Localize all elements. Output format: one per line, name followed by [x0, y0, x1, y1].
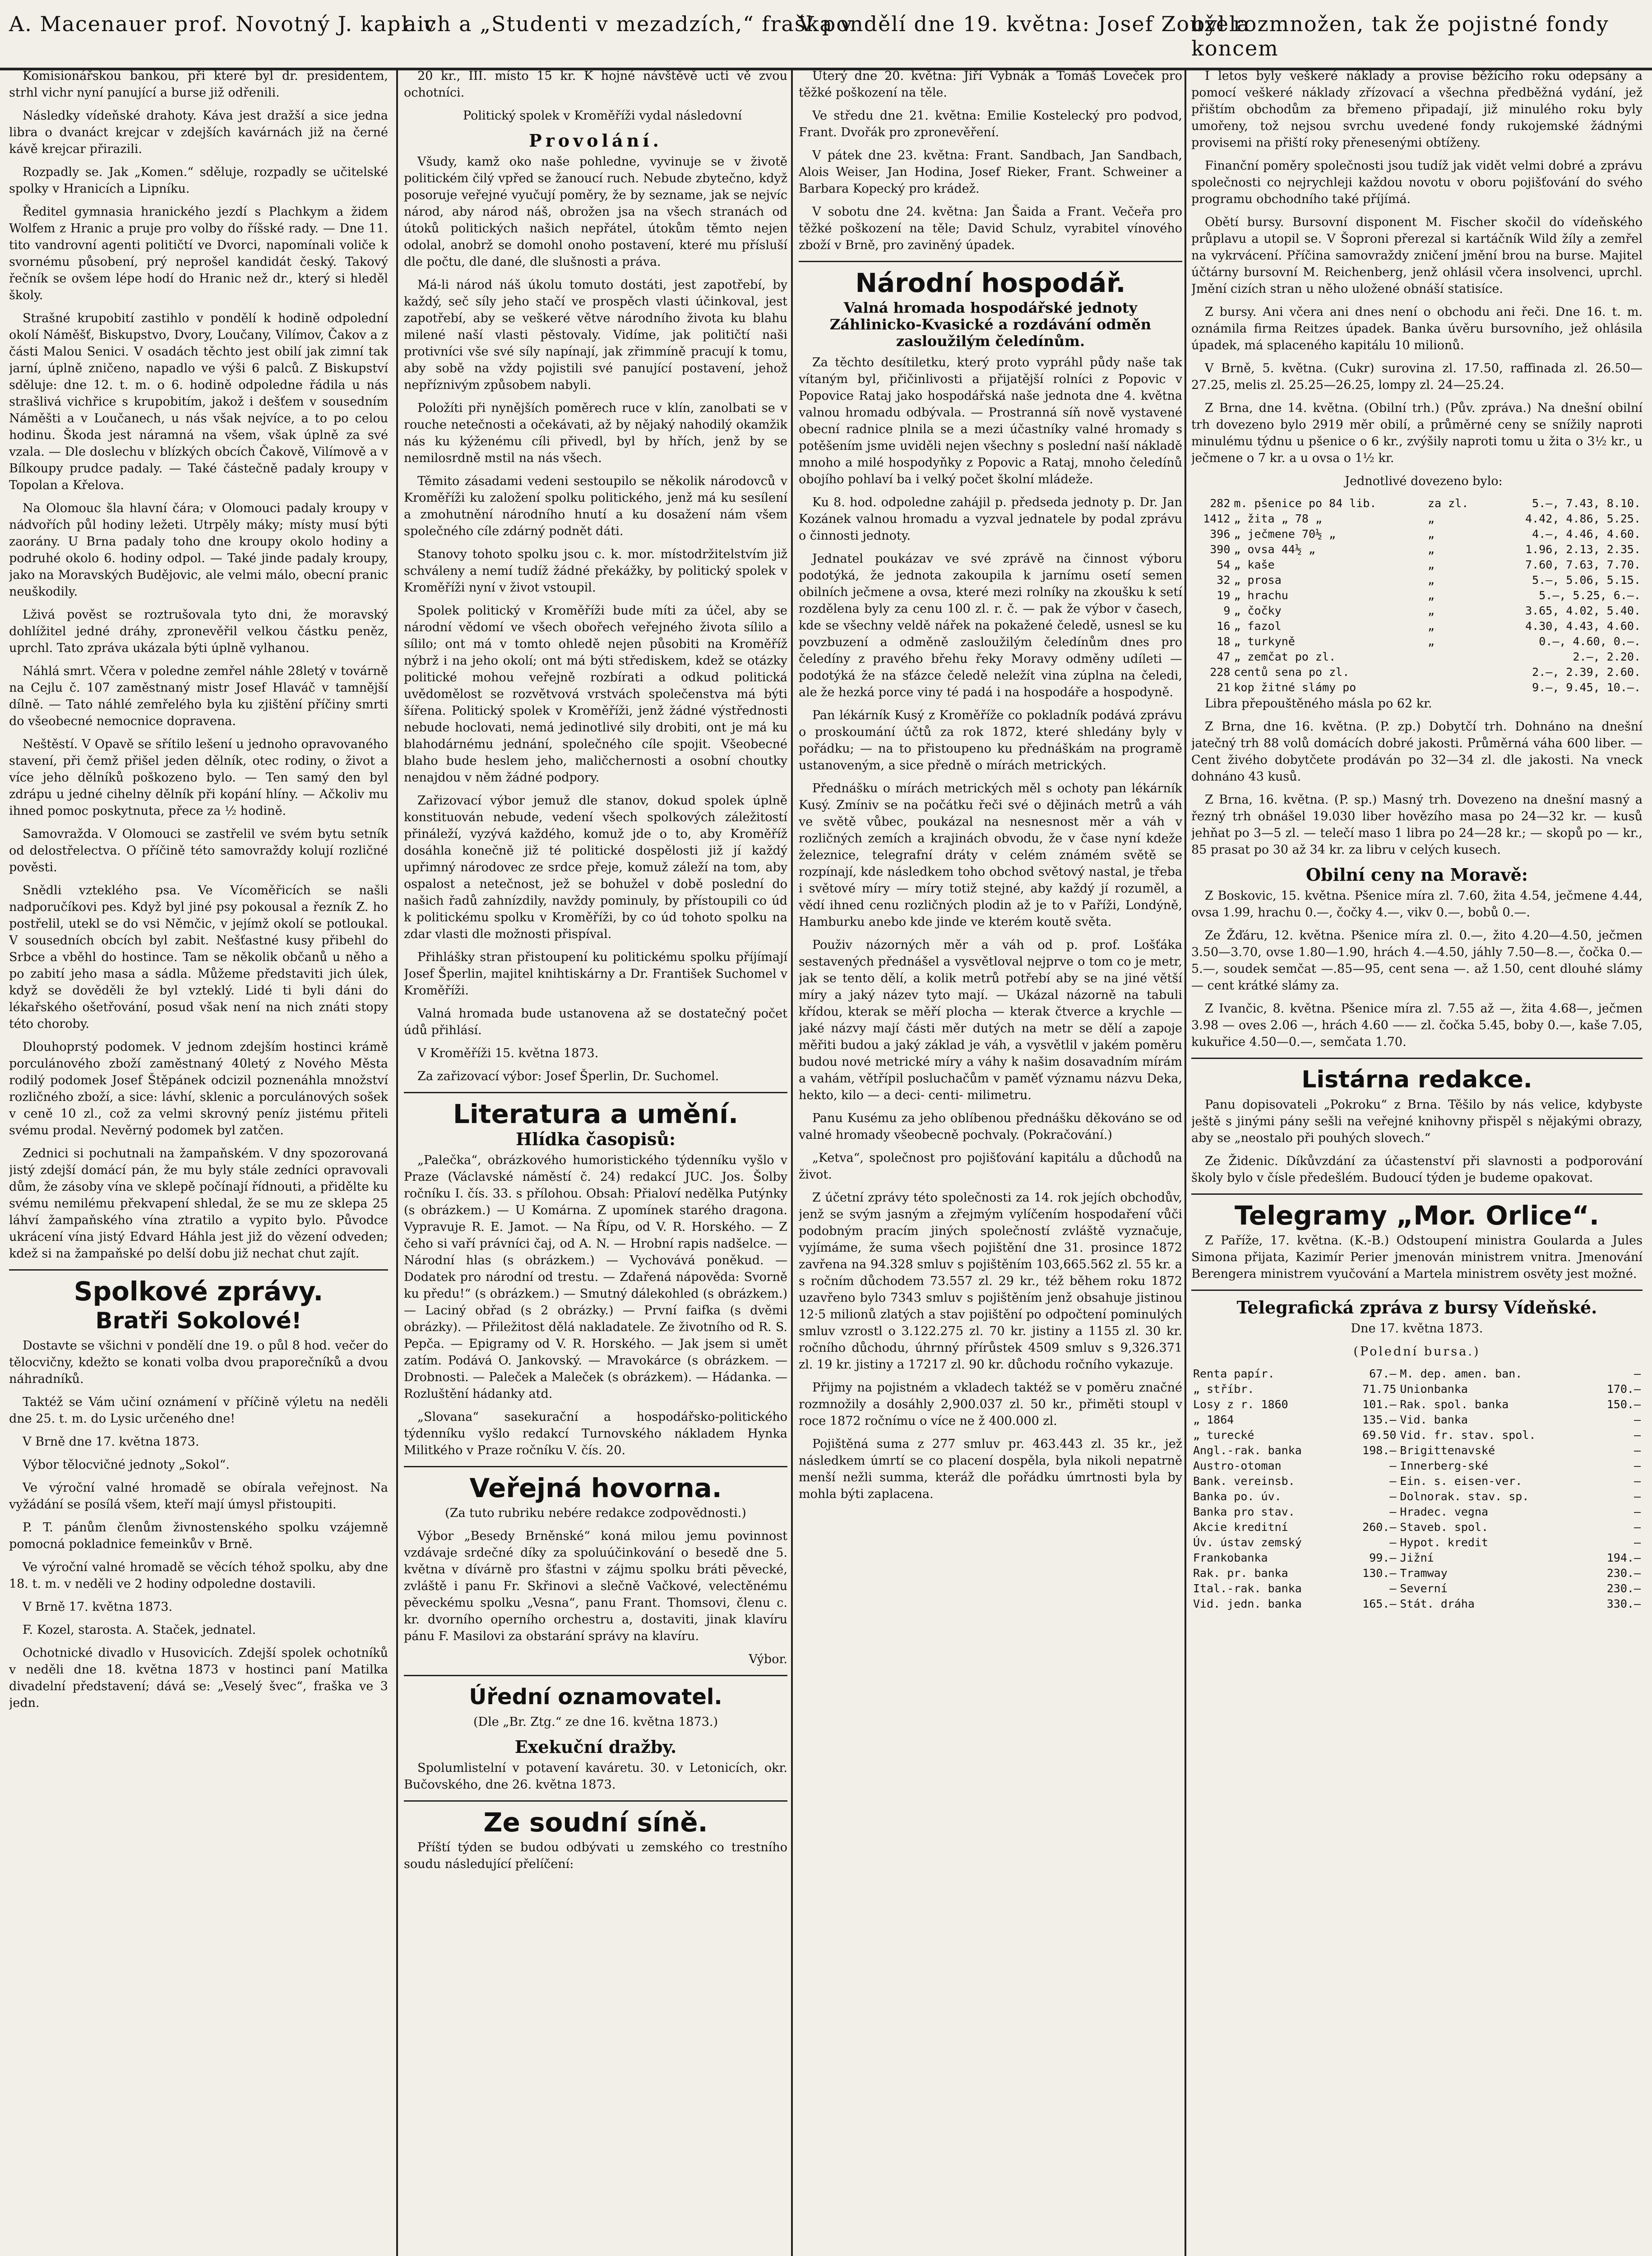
paragraph: Pojištěná suma z 277 smluv pr. 463.443 zl. 35 kr., jež následkem úmrtí se co placení dospěla, byla nikoli nepatrně menší nežli summa, kteráž dle pořádku úmrtnosti byla by mohla býti zaplacena. [799, 1437, 1182, 1501]
table-cell: „ ječmene 70½ „ [1234, 527, 1336, 541]
page-header [0, 0, 1652, 70]
table-cell: 4.—, 4.46, 4.60. [1532, 527, 1641, 541]
table-cell: M. dep. amen. ban. [1400, 1367, 1522, 1380]
table-row [1191, 1535, 1643, 1550]
table-cell: „ prosa [1234, 573, 1282, 587]
table-cell [1426, 680, 1485, 695]
table-row [1191, 1366, 1643, 1382]
table-row [1191, 496, 1643, 511]
table-cell: „ [1427, 543, 1435, 556]
table-cell: Renta papír. [1193, 1367, 1275, 1380]
table-cell: „ ovsa 44½ „ [1234, 543, 1316, 556]
hospodar-title: Národní hospodář. [855, 268, 1126, 298]
table-cell: Banka pro stav. [1193, 1505, 1295, 1518]
paragraph: Rozpadly se. Jak „Komen.“ sděluje, rozpadly se učitelské spolky v Hranicích a Lipníku. [9, 165, 388, 196]
table-row [1191, 680, 1643, 695]
table-row [1191, 511, 1643, 527]
paragraph: Přednášku o mírách metrických měl s ochoty pan lékárník Kusý. Zmíniv se na počátku řeči své o dějinách metrů a váh ve světě vůbec, poukázal na nesnesnost měr a váh v rozličných zemích a krajinách obvodu, že v čase nyní kdeže železnice, telegrafní dráty v celém známém světě se rozpínají, kde následkem toho obchod světový nastal, je třeba i světové míry — míry totiž stejné, aby každý jí rozuměl, a vědí ihned cenu rozličných plodin až je to v Paříži, Londýně, Hamburku anebo kde jinde ve kterém koutě světa. [799, 781, 1182, 929]
table-cell: Ital.-rak. banka [1193, 1582, 1302, 1595]
table-cell: 32 [1217, 573, 1231, 587]
table-cell: centů sena po zl. [1234, 666, 1350, 679]
table-cell: Banka po. úv. [1193, 1490, 1282, 1503]
table-cell: „ čočky [1234, 604, 1282, 617]
telegram-text: Z Paříže, 17. května. (K.-B.) Odstoupení ministra Goularda a Jules Simona přijata, Kazimír Perier jmenován ministrem vnitra. Jmenování Berengera ministrem vyučování a Martela ministrem osvěty jest možné. [1191, 1234, 1643, 1281]
table-cell: 69.50 [1362, 1428, 1397, 1442]
table-cell: 330.— [1606, 1597, 1641, 1610]
official-text: Spolumlistelní v potavení kaváretu. 30. v Letonicích, okr. Bučovského, dne 26. května 1873. [404, 1761, 787, 1792]
table-cell: — [1633, 1521, 1641, 1534]
table-cell: „ [1427, 512, 1435, 525]
table-row [1191, 542, 1643, 557]
table-cell: — [1389, 1490, 1397, 1503]
table-cell: 9 [1223, 604, 1231, 617]
divider [404, 1675, 787, 1676]
paragraph: Samovražda. V Olomouci se zastřelil ve svém bytu setník od delostřelectva. O příčině této samovraždy kolují rozličné pověsti. [9, 827, 388, 874]
paragraph: „Slovana“ sasekurační a hospodářsko-politického týdenníku vyšlo redakcí Turnovského nákladem Hynka Militkého v Praze ročníku V. čís. 20. [404, 1410, 787, 1457]
paragraph: P. T. pánům členům živnostenského spolku vzájemně pomocná pokladnice femeinkův v Brně. [9, 1521, 388, 1551]
table-cell: 135.— [1362, 1413, 1397, 1426]
local-news [9, 68, 388, 1262]
table-cell: 19 [1217, 589, 1231, 602]
paragraph: Obětí bursy. Bursovní disponent M. Fischer skočil do vídeňského průplavu a utopil se. V Šoproni přerezal si kartáčník Wild žíly a zemřel na vykrvácení. Příčina samovraždy zničení jmění brou na burse. Majitel účtárny bursovní M. Reichenberg, jenž ohlásil včera insolvenci, uprchl. Jmění cizích stran u něho uložené obnáší statisíce. [1191, 215, 1643, 296]
table-cell: Dolnorak. stav. sp. [1400, 1490, 1529, 1503]
official-note: (Dle „Br. Ztg.“ ze dne 16. května 1873.) [473, 1715, 718, 1729]
table-cell: 2.—, 2.39, 2.60. [1532, 666, 1641, 679]
paragraph: Neštěstí. V Opavě se sřítilo lešení u jednoho opravovaného stavení, při čemž přišel jeden dělník, otec rodiny, o život a více jeho dělníků poškozeno bylo. — Ten samý den byl zdrápu u jedné cihelny dělník při kopání hlíny. — Ačkoliv mu ihned pomoc poskytnuta, přece za ½ hodině. [9, 737, 388, 818]
paragraph: Jednatel poukázav ve své zprávě na činnost výboru podotýká, že jednota zakoupila k jarnímu osetí semen obilních ječmene a ovsa, které mezi rolníky na zkoušku k setí rozdělena byly za cenu 100 zl. r. č. — pak že výbor v časech, kde se všechny veldě nářek na pokažené čeledě, usnesl se ku povzbuzení a odměně zasloužilým čeledínům dnes pro čeledíny z pravého břehu řeky Moravy odměny udíleti — podotýká že na sťázce čeledě neležít vina zúplna na čeledi, ale že hezká porce viny té padá i na hospodáře a hospodyně. [799, 552, 1182, 699]
table-cell: 230.— [1606, 1567, 1641, 1580]
paragraph: Snědli vzteklého psa. Ve Vícoměřicích se našli nadporučíkovi pes. Když byl jiné psy pokousal a řezník Z. ho postřelil, utekl se do vsi Němčic, v jejímž okolí se potloukal. V sousedních obcích byl zabit. Nešťastné kusy přibehl do Srbce a vběhl do hostince. Tam se několik občanů u něho a po zabití jeho masa a sádla. Můžeme představiti jich úlek, když se dověděli že byl vzteklý. Lidé ti byli dáni do lékařského ošetřování, posud však není na nich znáti stopy této choroby. [9, 883, 388, 1031]
table-cell: „ stříbr. [1193, 1382, 1254, 1396]
table-cell: „ [1427, 635, 1435, 648]
column-3 [799, 68, 1182, 2256]
table-cell: — [1633, 1428, 1641, 1442]
table-cell: 2.—, 2.20. [1573, 650, 1641, 663]
table-cell [1426, 649, 1485, 665]
literature [404, 1152, 787, 1459]
table-row [1191, 1520, 1643, 1535]
table-cell: Rak. spol. banka [1400, 1398, 1509, 1411]
finance-news [1191, 68, 1643, 354]
bursa-table [1191, 1366, 1643, 1612]
market-cattle: Z Brna, dne 16. května. (P. zp.) Dobytčí trh. Dohnáno na dnešní jatečný trh 88 volů domácích dobré jakosti. Průměrná váha 600 liber. — Cent živého dobytčete prodáván po 32—34 zl. dle jakosti. Na vneck dohnáno 43 kusů. [1191, 720, 1643, 784]
table-cell: — [1389, 1459, 1397, 1472]
paragraph: Ředitel gymnasia hranického jezdí s Plachkym a židem Wolfem z Hranic a pruje pro volby do říšské rady. — Dne 11. tito vandrovní agenti političtí ve Dvorci, napomínali voliče k svornému působení, prý neprošel kandidát český. Takový řečník se ovšem lépe hodí do Hranic než dr., který si hleděl školy. [9, 205, 388, 302]
paragraph: Komisionářskou bankou, při které byl dr. presidentem, strhl vichr nyní panující a burse již odřenili. [9, 69, 388, 100]
paragraph: Za zařizovací výbor: Josef Šperlin, Dr. Suchomel. [417, 1069, 719, 1083]
table-cell: 9.—, 9.45, 10.—. [1532, 681, 1641, 694]
paragraph: Ze Židenic. Díkůvzdání za účastenství při slavnosti a podporování školy bylo v čísle předešlém. Budoucí týden je budeme opakovat. [1191, 1154, 1643, 1185]
table-cell: 396 [1210, 527, 1231, 541]
paragraph: Použiv názorných měr a váh od p. prof. Lošťáka sestavených přednášel a vysvětloval nejprve o tom co je metr, jak se tento dělí, a kolik metrů potřebí aby se na jiné větší míry a jaký název tyto mají. — Ukázal názorně na tabuli křídou, kterak se měří plocha — kterak čtverce a krychle — jaké názvy mají části měr dutých na metr se dělí a zapoje měřiti budou a jaký základ je váh, a vysvětlil v jakém poměru budou nové metrické míry a váhy k našim dosavadním mírám a vahám, větřípil posluchačům v paměť významu názvu Deka, hekto, kilo — a deci- centi- milimetru. [799, 938, 1182, 1102]
market-grain: Z Brna, dne 14. května. (Obilní trh.) (Pův. zpráva.) Na dnešní obilní trh dovezeno bylo 2919 měr obilí, a průměrné ceny se snížily naproti minulému týdnu u pšenice o 6 kr., zvýšily naproti tomu u žita o 3½ kr., u ječmene o 7 kr. a u ovsa o 1½ kr. [1191, 401, 1643, 465]
paragraph: Za těchto desítiletku, který proto vypráhl půdy naše tak vítaným byl, přičinlivosti a přijatější rolníci z Popovic v Popovice Rataj jako hospodářská naše jednota dne 4. května valnou hromadu odbývala. — Prostranná síň nově vystavené obecní radnice plnila se a mezi účastníky valné hromady s potěšením jsme uviděli nejen všechny s poslední naší nákladě mnoho a milé hospodyňky z Popovic a Rataj, mnoho čeledínů obojího pohlaví ba i velký počet školní mládeže. [799, 356, 1182, 486]
header-middle: aich a „Studenti v mezadzích,“ fraška v [404, 12, 853, 36]
column-1 [9, 68, 388, 2256]
bursa-subtitle: (Polední bursa.) [1353, 1345, 1481, 1359]
table-cell: Severní [1400, 1582, 1448, 1595]
header-left: A. Macenauer prof. Novotný J. kapl. v [9, 12, 437, 36]
table-cell: Brigittenavské [1400, 1444, 1495, 1457]
paragraph: Spolek politický v Kroměříži bude míti za účel, aby se národní vědomí ve všech obořech veřejného života sílilo a sílilo; ont má v tomto ohledě nejen působiti na Kroměříž nýbrž i na jeho okolí; ont má býti střediskem, kdež se otázky politické mohou veřejně rozbírati a odkud politická uvědomělost se rozvětvová vrstvách společenstva má býti šířena. Politický spolek v Kroměříži, jenž žádné výstřednosti nebude hoclovati, nemá jedinotlivé sily drobiti, ont je má ku blahodárnému jednání, společného cíle spojit. Všeobecné blaho bude heslem jeho, maličchernosti a osobní choutky nenajdou v něm žádné podpory. [404, 604, 787, 785]
paragraph: V Brně dne 17. května 1873. [23, 1435, 199, 1449]
table-cell: 260.— [1362, 1521, 1397, 1534]
table-cell: „ [1427, 527, 1435, 541]
hospodar-text [799, 354, 1182, 1502]
paragraph: Přijmy na pojistném a vkladech taktéž se v poměru značné rozmnožily a dosáhly 2,900.037 zl. 50 kr., přiměti stoupl v roce 1872 ročnímu o více ne ž 400.000 zl. [799, 1381, 1182, 1428]
paragraph: Přihlášky stran přistoupení ku politickému spolku příjímají Josef Šperlin, majitel knihtiskárny a Dr. František Suchomel v Kroměříži. [404, 950, 787, 998]
table-cell: Ein. s. eisen-ver. [1400, 1475, 1522, 1488]
table-row [1191, 527, 1643, 542]
paragraph: Lživá pověst se roztrušovala tyto dni, že moravský dohlížitel jedné dráhy, zpronevěřil velkou částku peněz, uprchl. Tato zpráva ukázala býti úplně vylhanou. [9, 608, 388, 655]
table-cell: — [1389, 1582, 1397, 1595]
table-cell: — [1389, 1475, 1397, 1488]
table-cell: 4.30, 4.43, 4.60. [1525, 619, 1641, 633]
table-cell: „ kaše [1234, 558, 1275, 571]
grain-table [1191, 496, 1643, 695]
table-row [1191, 1458, 1643, 1474]
table-row [1191, 573, 1643, 588]
table-cell: 21 [1217, 681, 1231, 694]
prices [1191, 888, 1643, 1050]
table-row [1191, 634, 1643, 649]
proclamation [404, 153, 787, 1085]
divider [404, 1466, 787, 1467]
divider [404, 1092, 787, 1093]
listarna-title: Listárna redakce. [1301, 1066, 1532, 1093]
table-cell: 1.96, 2.13, 2.35. [1525, 543, 1641, 556]
divider [799, 261, 1182, 262]
paragraph: Z Boskovic, 15. května. Pšenice míra zl. 7.60, žita 4.54, ječmene 4.44, ovsa 1.99, hrachu 0.—, čočky 4.—, vikv 0.—, bobů 0.—. [1191, 889, 1643, 920]
table-cell: Bank. vereinsb. [1193, 1475, 1295, 1488]
sokol-title: Bratři Sokolové! [95, 1308, 302, 1334]
table-cell: Vid. fr. stav. spol. [1400, 1428, 1536, 1442]
table-cell: m. pšenice po 84 lib. [1234, 497, 1377, 510]
paragraph: Panu dopisovateli „Pokroku“ z Brna. Těšilo by nás velice, kdybyste ještě s jinými pány sešli na veřejné knihovny přispěl s nějakými obrazy, aby se „neostalo při pouhých slovech.“ [1191, 1098, 1643, 1145]
paragraph: Zařizovací výbor jemuž dle stanov, dokud spolek úplně konstituován nebude, vedení všech spolkových záležitostí přináleží, vyzývá každého, komuž jde o to, aby Kroměříž dosáhla konečně již té politické dospělosti již jí každý upřimný národovec ze srdce přeje, komuž záleží na tom, aby ospalost a netečnost, jež se bohužel v době poslední do našich řadů zahnízdily, navždy pominuly, by přístoupili co úd k politickému spolku v Kroměříži, by co úd tohoto spolku na zdar vlasti dle možnosti přispíval. [404, 794, 787, 941]
hovorna-title: Veřejná hovorna. [469, 1473, 722, 1503]
paragraph: Výbor tělocvičné jednoty „Sokol“. [23, 1458, 230, 1472]
table-cell: „ 1864 [1193, 1413, 1234, 1426]
telegram-title: Telegramy „Mor. Orlice“. [1235, 1200, 1599, 1231]
table-cell: 67.— [1369, 1367, 1397, 1380]
bursa-date: Dne 17. května 1873. [1351, 1322, 1483, 1336]
table-cell: 4.42, 4.86, 5.25. [1525, 512, 1641, 525]
table-cell: 5.—, 5.25, 6.—. [1539, 589, 1641, 602]
table-cell: „ [1427, 604, 1435, 617]
table-cell: Hradec. vegna [1400, 1505, 1489, 1518]
paragraph: V Kroměříži 15. května 1873. [417, 1046, 599, 1060]
paragraph: Ve výroční valné hromadě se věcích téhož spolku, aby dne 18. t. m. v neděli ve 2 hodiny odpoledne dostavili. [9, 1560, 388, 1591]
paragraph: I letos byly veškeré náklady a provise běžícího roku odepsány a pomocí veškeré náklady zřízovací a všechna předběžná vydání, jež přištím obchodům za břemeno připadají, již minulého roku byly umořeny, tož nejsou svrchu uvedené fondy rukojemské žádnými provisemi na přiští roky přenesenými obtíženy. [1191, 69, 1643, 150]
table-cell: Vid. jedn. banka [1193, 1597, 1302, 1610]
table-cell: 18 [1217, 635, 1231, 648]
hospodar-subtitle: Valná hromada hospodářské jednoty Záhlinicko-Kvasické a rozdávání odměn zasloužilým čeledínům. [829, 299, 1152, 350]
table-cell: Úv. ústav zemský [1193, 1536, 1302, 1549]
paragraph: „Ketva“, společnost pro pojišťování kapitálu a důchodů na život. [799, 1151, 1182, 1182]
paragraph: Zednici si pochutnali na žampaňském. V dny spozorovaná jistý zdejší domácí pán, že mu byly stále zedníci opravovali dům, že zásoby vína ve sklepě počínají řídnouti, a přidělte ku svému nemilému překvapení shledal, že se mu ze sklepa 25 láhví žampaňského vína ztratilo a vypito bylo. Původce ukrácení vína jistý Edvard Háhla jest již do vězení odveden; kdež si na žampaňské po delší dobu již nechat chut zajít. [9, 1146, 388, 1261]
market-meat: Z Brna, 16. května. (P. sp.) Masný trh. Dovezeno na dnešní masný a řezný trh obnášel 19.030 liber hovězího masa po 24—32 kr. — kusů jehňat po 3—5 zl. — telečí maso 1 libra po 24—28 kr.; — skopů po — kr., 85 prasat po 30 až 34 kr. za libru v celých kusech. [1191, 793, 1643, 857]
table-cell: Angl.-rak. banka [1193, 1444, 1302, 1457]
table-cell: — [1633, 1490, 1641, 1503]
table-cell: Vid. banka [1400, 1413, 1468, 1426]
table-cell: — [1389, 1505, 1397, 1518]
header-far-right: byl rozmnožen, tak že pojistné fondy koncem [1191, 12, 1609, 60]
court-list [799, 68, 1182, 254]
table-cell: „ [1427, 619, 1435, 633]
literature-subtitle: Hlídka časopisů: [515, 1129, 676, 1149]
table-cell: „ [1427, 589, 1435, 602]
signoff: Politický spolek v Kroměříži vydal následovní [463, 109, 742, 123]
table-row [1191, 557, 1643, 573]
table-cell: 390 [1210, 543, 1231, 556]
table-cell: 170.— [1606, 1382, 1641, 1396]
court-title: Ze soudní síně. [483, 1807, 708, 1838]
divider [1191, 1290, 1643, 1291]
paragraph: Na Olomouc šla hlavní čára; v Olomouci padaly kroupy v nádvořích půl hodiny ležeti. Utrpěly máky; místy musí býti zaorány. U Brna padaly toho dne kroupy okolo hodiny a podruhé okolo 6. hodiny odpol. — Také jinde padaly kroupy, jako na Moravských Budějovic, ale velmi málo, obecní pranic neuškodily. [9, 501, 388, 599]
table-cell: „ turkyně [1234, 635, 1295, 648]
table-cell: 0.—, 4.60, 0.—. [1539, 635, 1641, 648]
table-cell: 150.— [1606, 1398, 1641, 1411]
paragraph: V sobotu dne 24. května: Jan Šaida a Frant. Večeřa pro těžké poškození na těle; David Schulz, vyrabitel vínového zboží v Brně, pro zaviněný úpadek. [799, 205, 1182, 252]
table-cell: Hypot. kredit [1400, 1536, 1489, 1549]
table-cell: — [1633, 1475, 1641, 1488]
column-2 [404, 68, 787, 2256]
table-cell: 165.— [1362, 1597, 1397, 1610]
table-cell: 71.75 [1362, 1382, 1397, 1396]
table-row [1191, 588, 1643, 603]
paragraph: Následky vídeňské drahoty. Káva jest dražší a sice jedna libra o dvanáct krejcar v zdejších kavárnách již na černé kávě krejcar přirazili. [9, 109, 388, 156]
table-cell: Losy z r. 1860 [1193, 1398, 1288, 1411]
table-cell: 198.— [1362, 1444, 1397, 1457]
table-row [1191, 1566, 1643, 1581]
header-right: V pondělí dne 19. května: Josef Zoužela [799, 12, 1250, 36]
table-row [1191, 1474, 1643, 1489]
table-cell: 230.— [1606, 1582, 1641, 1595]
paragraph: Všudy, kamž oko naše pohledne, vyvinuje se v životě politickém čilý vpřed se žanoucí ruch. Nebude zbytečno, když posoruje veřejné vyučují poměry, že by sezname, jak se nejvíc národ, aby národ náš, obrožen jsa na všech stranách od útoků politických našich nepřátel, útokům těmto nejen odolal, anobrž se domohl onoho postavení, které mu přísluší dle počtu, dle dané, dle slušnosti a práva. [404, 155, 787, 269]
paragraph: Ochotnické divadlo v Husovicích. Zdejší spolek ochotníků v neděli dne 18. května 1873 v hostinci paní Matilka divadelní představení; dává se: „Veselý švec“, fraška ve 3 jedn. [9, 1646, 388, 1710]
table-row [1191, 1428, 1643, 1443]
paragraph: Z bursy. Ani včera ani dnes není o obchodu ani řeči. Dne 16. t. m. oznámila firma Reitzes úpadek. Banka úvěru bursovního, jež ohlásila úpadek, má splaceného kapitálu 10 milionů. [1191, 305, 1643, 352]
paragraph: Ve středu dne 21. května: Emilie Kostelecký pro podvod, Frant. Dvořák pro zpronevěření. [799, 109, 1182, 139]
literature-title: Literatura a umění. [453, 1099, 739, 1129]
table-cell: „ zemčat po zl. [1234, 650, 1336, 663]
table-cell: Innerberg-ské [1400, 1459, 1489, 1472]
table-cell: Stát. dráha [1400, 1597, 1475, 1610]
column-rule [396, 68, 398, 2256]
table-cell [1426, 665, 1485, 680]
section-title-spolkove: Spolkové zprávy. [74, 1276, 324, 1307]
table-cell: — [1633, 1444, 1641, 1457]
column-rule [1185, 68, 1186, 2256]
paragraph: Těmito zásadami vedeni sestoupilo se několik národovců v Kroměříži ku založení spolku politického, jenž má ku sesílení a zmohutnění národního hnutí a ku dosažení nám všem společného cíle zdárný podnět dáti. [404, 474, 787, 538]
hovorna-text: Výbor „Besedy Brněnské“ koná milou jemu povinnost vzdávaje srdečné díky za spoluúčinkování o besedě dne 5. května v dívárně pro šťastni v zájmu spolku bráti pěvecké, zvláště i panu Fr. Skřinovi a slečně Vačkové, velectěnému pěveckému spolku „Vesna“, panu Frant. Thomsovi, členu c. kr. dvorního operního orchestru a, dostaviti, jinak klavíru pánu F. Masilovi za obstarání správy na klavíru. [404, 1529, 787, 1643]
table-cell: 282 [1210, 497, 1231, 510]
table-cell: kop žitné slámy po [1234, 681, 1356, 694]
sokol-notice [9, 1337, 388, 1711]
table-cell: 5.—, 5.06, 5.15. [1532, 573, 1641, 587]
market-sugar: V Brně, 5. května. (Cukr) surovina zl. 17.50, raffinada zl. 26.50—27.25, melis zl. 25.25—26.25, lompy zl. 24—25.24. [1191, 361, 1643, 392]
table-cell: — [1633, 1459, 1641, 1472]
table-cell: Rak. pr. banka [1193, 1567, 1288, 1580]
table-cell: 101.— [1362, 1398, 1397, 1411]
butter-price: Libra přepouštěného másla po 62 kr. [1205, 697, 1432, 711]
table-row [1191, 1550, 1643, 1566]
table-row [1191, 619, 1643, 634]
table-cell: Austro-otoman [1193, 1459, 1282, 1472]
table-cell: 228 [1210, 666, 1231, 679]
table-cell: 3.65, 4.02, 5.40. [1525, 604, 1641, 617]
table-cell: 99.— [1369, 1551, 1397, 1564]
official-subtitle: Exekuční dražby. [514, 1737, 677, 1757]
table-cell: 47 [1217, 650, 1231, 663]
table-cell: 16 [1217, 619, 1231, 633]
paragraph: Dostavte se všichni v pondělí dne 19. o půl 8 hod. večer do tělocvičny, kdežto se konati volba dvou praporečníků a dvou náhradníků. [9, 1339, 388, 1386]
table-cell: Akcie kreditní [1193, 1521, 1288, 1534]
paragraph: V pátek dne 23. května: Frant. Sandbach, Jan Sandbach, Alois Weiser, Jan Hodina, Josef Rieker, Frant. Schweiner a Barbara Kopecký pro krádež. [799, 148, 1182, 196]
table-row [1191, 1397, 1643, 1412]
paragraph: Ze Žďáru, 12. května. Pšenice míra zl. 0.—, žito 4.20—4.50, ječmen 3.50—3.70, ovse 1.80—1.90, hrách 4.—4.50, jáhly 7.50—8.—, čočka 0.—5.—, soudek semčat —.85—95, cent sena —. až 1.50, cent dlouhé slámy — cent krátké slámy za. [1191, 929, 1643, 993]
table-cell: Jižní [1400, 1551, 1434, 1564]
table-cell: „ turecké [1193, 1428, 1254, 1442]
table-cell: 54 [1217, 558, 1231, 571]
paragraph: Stanovy tohoto spolku jsou c. k. mor. místodržitelstvím již schváleny a nemí tudíž žádné překážky, by politický spolek v Kroměříži nyní v život vstoupil. [404, 547, 787, 595]
paragraph: Z Ivančic, 8. května. Pšenice míra zl. 7.55 až —, žita 4.68—, ječmen 3.98 — oves 2.06 —, hrách 4.60 —— zl. čočka 5.45, boby 0.—, kaše 7.05, kukuřice 4.50—0.—, semčata 1.70. [1191, 1002, 1643, 1049]
table-cell: 5.—, 7.43, 8.10. [1532, 497, 1641, 510]
proclamation-title: Provolání. [529, 130, 662, 151]
listarna [1191, 1096, 1643, 1186]
paragraph: Taktéž se Vám učiní oznámení v příčině výletu na neděli dne 25. t. m. do Lysic určeného dne! [9, 1395, 388, 1426]
table-row [1191, 649, 1643, 665]
table-cell: „ žita „ 78 „ [1234, 512, 1323, 525]
court-text: Příští týden se budou odbývati u zemského co trestního soudu následující přelíčení: [404, 1840, 787, 1871]
table-cell: Staveb. spol. [1400, 1521, 1489, 1534]
table-cell: „ [1427, 573, 1435, 587]
table-cell: — [1633, 1367, 1641, 1380]
paragraph: Ve výroční valné hromadě se obírala veřejnost. Na vyžádání se posílá všem, kteří mají úmysl přistoupiti. [9, 1481, 388, 1512]
table-row [1191, 1581, 1643, 1596]
intro-text: 20 kr., III. místo 15 kr. K hojné návštěvě ucti vě zvou ochotníci. [404, 69, 787, 100]
divider [9, 1269, 388, 1271]
table-cell: „ hrachu [1234, 589, 1288, 602]
paragraph: Má-li národ náš úkolu tomuto dostáti, jest zapotřebí, by každý, seč síly jeho stačí ve prospěch vlasti účinkoval, jest zapotřebí, aby se veškeré větve národního života ku blahu milené naší vlasti pěstovaly. Vidíme, jak političtí naši protivníci vše své síly napínají, jak zřimmíně pracují k tomu, aby sobě na vždy pojistili své panující postavení, jehož nepříznivým způsobem nabyli. [404, 278, 787, 392]
table-row [1191, 665, 1643, 680]
table-cell: 130.— [1362, 1567, 1397, 1580]
table-cell: — [1389, 1536, 1397, 1549]
table-row [1191, 603, 1643, 619]
table-cell: — [1633, 1413, 1641, 1426]
paragraph: Položíti při nynějších poměrech ruce v klín, zanolbati se v rouche netečnosti a očekávati, až by nějaký nahodilý okamžik nás ku kýženému cíli přivedl, byl by hřích, jenž by se nemilosrdně mstil na nás všech. [404, 401, 787, 465]
paragraph: Valná hromada bude ustanovena až se dostatečný počet údů přihlásí. [404, 1007, 787, 1037]
table-cell: za zl. [1427, 497, 1469, 510]
paragraph: Pan lékárník Kusý z Kroměříže co pokladník podává zprávu o proskoumání účtů za rok 1872, které shledány byly v pořádku; — na to přistoupeno ku přednáškám na programě ustanoveným, a sice předně o mírách metrických. [799, 708, 1182, 772]
paragraph: Dlouhoprstý podomek. V jednom zdejším hostinci krámě porculánového zboží zaměstnaný 40letý z Nového Města rodilý podomek Josef Štěpánek odcizil poznenáhla množství rozličného zboží, a sice: lávhí, sklenic a porculánových sošek v ceně 10 zl., což za velmi skrovný peníz jistému přiteli svému prodal. Nevěrný podomek byl zatčen. [9, 1040, 388, 1137]
divider [1191, 1193, 1643, 1195]
paragraph: Panu Kusému za jeho oblíbenou přednášku děkováno se od valné hromady všeobecně pochvaly. (Pokračování.) [799, 1111, 1182, 1142]
paragraph: Finanční poměry společnosti jsou tudíž jak vidět velmi dobré a zprávu společnosti co nejrychleji každou novotu v oboru pojišťování do svého programu obchodního také příjímá. [1191, 159, 1643, 206]
paragraph: Z účetní zprávy této společnosti za 14. rok jejích obchodův, jenž se svým jasným a zřejmým vylíčením hospodaření vůči podobným pracím jiných společností zvláště vyznačuje, vyjímáme, že suma všech pojištění dne 31. prosince 1872 zavřena na 94.328 smluv s pojištěním 103,665.562 zl. 55 kr. a s ročním důchodem 73.557 zl. 29 kr., též během roku 1872 uzavřeno bylo 7343 smluv s pojištěním jenž obsahuje jistinou 12·5 milionů zlatých a stav pojištění po odpočtení pominulých smluv vzrostl o 3.122.275 zl. 70 kr. jistiny a 1155 zl. 30 kr. ročního důchodu, úhrnný přírůstek 4509 smluv s 9,326.371 zl. 19 kr. jistiny a 17217 zl. 90 kr. důchodu ročního vykazuje. [799, 1191, 1182, 1372]
table-cell: — [1633, 1505, 1641, 1518]
paragraph: „Palečka“, obrázkového humoristického týdenníku vyšlo v Praze (Václavské náměstí č. 24) redakcí JUC. Jos. Šolby ročníku I. čís. 33. s přílohou. Obsah: Přialoví nedělka Putýnky (s obrázkem.) — U Komárna. Z upomínek starého dragona. Vypravuje R. E. Jamot. — Na Řípu, od V. R. Horského. — Z čeho si vaří právníci čaj, od A. N. — Hrobní rapis nadšelce. — Národní hlas (s obrázkem.) — Vychovává poněkud. — Dodatek pro národní od trestu. — Zdařená nápověda: Svorně ku předu!“ (s obrázkem.) — Smutný dálekohled (s obrázkem.) — Laciný obřad (s 2 obrázky.) — První faifka (s dvěmi obrázky). — Přiležitost dělá nakladatele. Ze životního od R. S. Pepča. — Epigramy od V. R. Horského. — Jak jsem si umět zatím. Podává O. Jankovský. — Mravokárce (s obrázkem. — Drobnosti. — Paleček a Maleček (s obrázkem). — Hádanka. — Rozluštění hádanky atd. [404, 1153, 787, 1401]
paragraph: F. Kozel, starosta. A. Staček, jednatel. [23, 1623, 256, 1637]
paragraph: Strašné krupobití zastihlo v pondělí k hodině odpolední okolí Náměšť, Biskupstvo, Dvory, Loučany, Vilímov, Čakov a z části Malou Senici. V osadách těchto jest obilí jak zimní tak jarní, úplně zničeno, napadlo ve výši 6 palců. Z Biskupství sděluje: dne 12. t. m. o 6. hodině odpoledne řádila u nás strašlivá vichřice s krupobitím, jakož i dešťem v sousedním Náměšti a v Loučanech, u nás však nejvíce, a to po celou hodinu. Škoda jest náramná na všem, však úplně za své vzala. — Dle doslechu v blízkých obcích Čakově, Vilímově a v Bílkoupy prudce padaly. — Také částečně padaly kroupy v Topolan a Křelova. [9, 311, 388, 492]
prices-title: Obilní ceny na Moravě: [1306, 864, 1528, 885]
table-cell: Tramway [1400, 1567, 1448, 1580]
table-row [1191, 1443, 1643, 1458]
hovorna-sign: Výbor. [749, 1652, 787, 1666]
divider [1191, 1058, 1643, 1059]
table-cell: Frankobanka [1193, 1551, 1268, 1564]
table-cell: 194.— [1606, 1551, 1641, 1564]
hovorna-note: (Za tuto rubriku nebére redakce zodpovědnosti.) [445, 1506, 746, 1520]
table-row [1191, 1596, 1643, 1612]
table-row [1191, 1382, 1643, 1397]
table-row [1191, 1412, 1643, 1428]
bursa-title: Telegrafická zpráva z bursy Vídeňské. [1236, 1297, 1597, 1318]
paragraph: V Brně 17. května 1873. [23, 1600, 173, 1614]
paragraph: Úterý dne 20. května: Jiří Vybnák a Tomáš Loveček pro těžké poškození na těle. [799, 69, 1182, 100]
official-title: Úřední oznamovatel. [469, 1684, 722, 1710]
table-cell: „ [1427, 558, 1435, 571]
table-cell: 1412 [1203, 512, 1231, 525]
paragraph: Ku 8. hod. odpoledne zahájil p. předseda jednoty p. Dr. Jan Kozánek valnou hromadu a vyzval jednatele by podal zprávu o činnosti jednoty. [799, 495, 1182, 543]
table-cell: Unionbanka [1400, 1382, 1468, 1396]
table-cell: „ fazol [1234, 619, 1282, 633]
table-row [1191, 1504, 1643, 1520]
table-row [1191, 1489, 1643, 1504]
column-rule [791, 68, 793, 2256]
table-cell: — [1633, 1536, 1641, 1549]
paragraph: Náhlá smrt. Včera v poledne zemřel náhle 28letý v továrně na Cejlu č. 107 zaměstnaný mistr Josef Hlaváč v tamnější dílně. — Tato náhlé zemřelého byla ku zjištění příčiny smrti do všeobecné nemocnice dopravena. [9, 664, 388, 728]
column-4 [1191, 68, 1643, 2256]
divider [404, 1800, 787, 1802]
table-cell: 7.60, 7.63, 7.70. [1525, 558, 1641, 571]
grain-header: Jednotlivé dovezeno bylo: [1345, 474, 1503, 488]
